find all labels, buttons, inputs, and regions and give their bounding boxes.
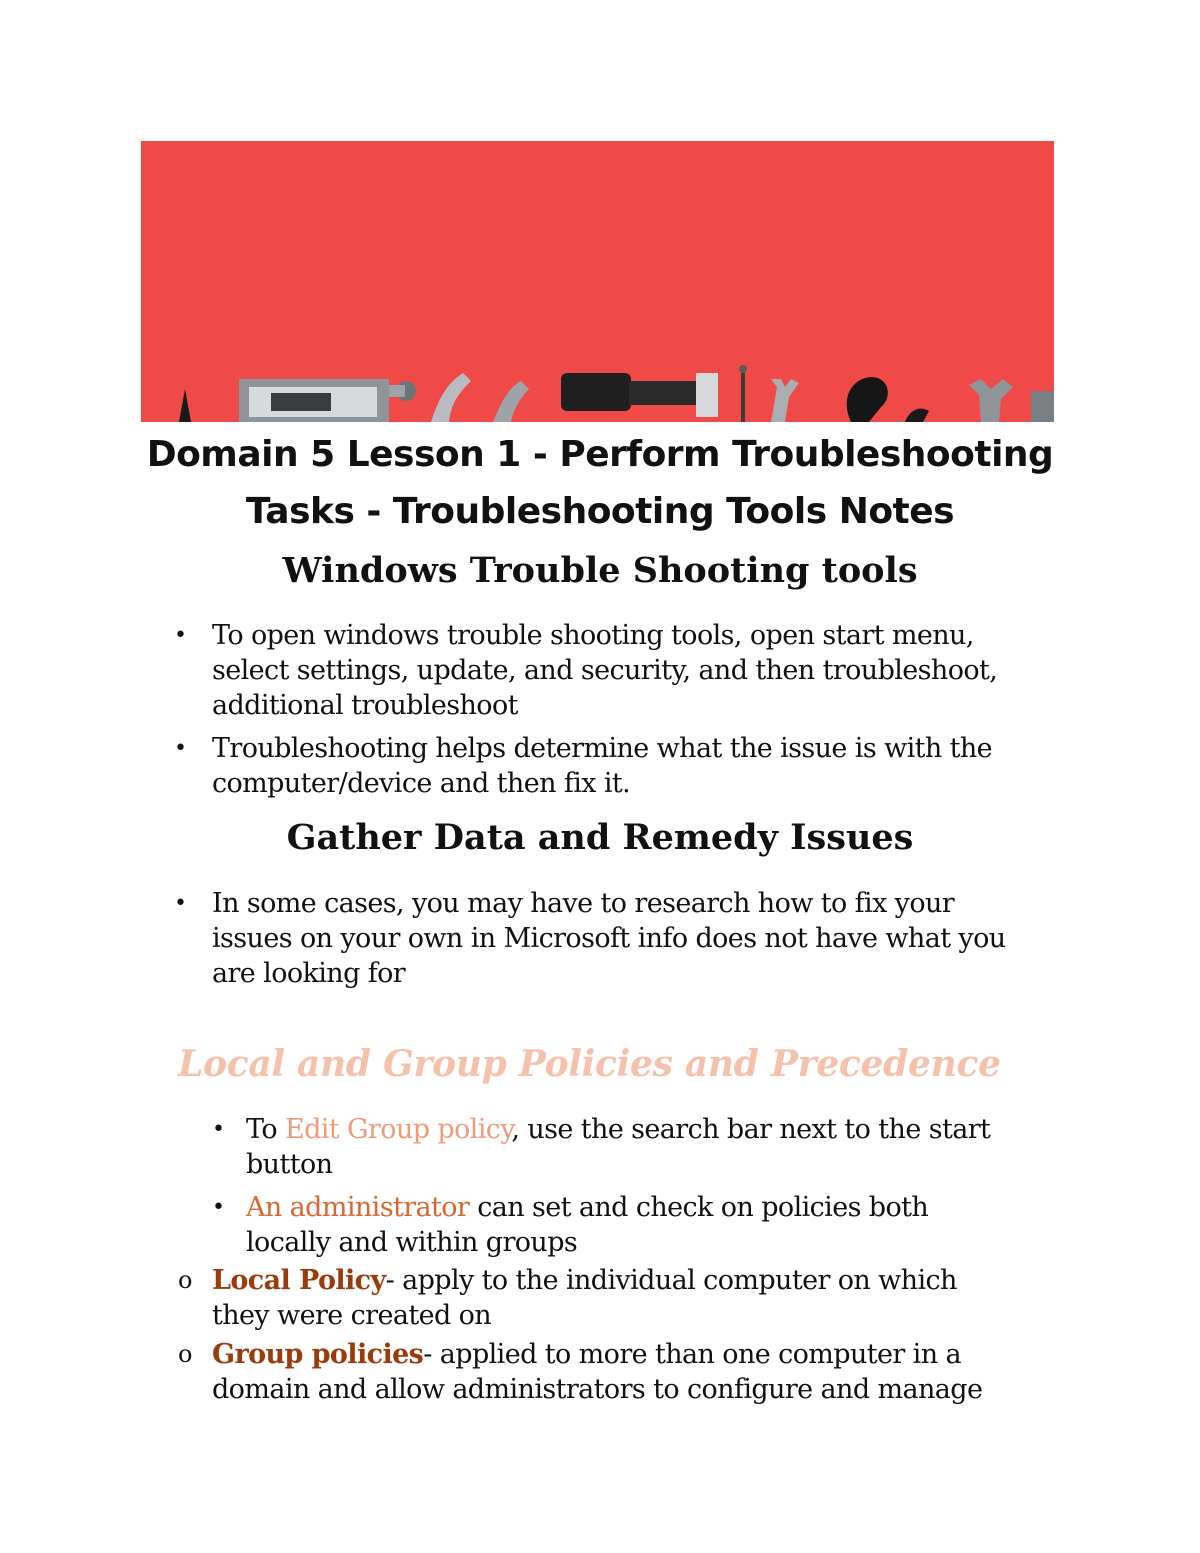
section-heading-gather-data: Gather Data and Remedy Issues (286, 817, 914, 858)
sub-bullet-marker: o (178, 1266, 192, 1294)
edit-group-policy-link[interactable]: Edit Group policy (284, 1114, 512, 1145)
bullet-marker: • (174, 891, 187, 916)
text-suffix: - applied to more than one computer in a (423, 1339, 961, 1370)
bullet-marker: • (212, 1117, 225, 1142)
text-prefix: To (246, 1114, 285, 1145)
list-item (178, 1263, 957, 1333)
text-suffix: can set and check on policies both (469, 1192, 929, 1223)
section-heading-policies: Local and Group Policies and Precedence (178, 1043, 1001, 1085)
list-item-line: issues on your own in Microsoft info does not have what you (212, 923, 1006, 954)
list-item-line: locally and within groups (246, 1227, 578, 1258)
list-item-line: To open windows trouble shooting tools, open start menu, (212, 620, 974, 651)
list-item (174, 731, 993, 801)
list-item (174, 618, 998, 723)
text-suffix: - apply to the individual computer on which (385, 1265, 957, 1296)
list-item-line: computer/device and then fix it. (212, 768, 631, 799)
bullet-marker: • (212, 1195, 225, 1220)
document-title (141, 426, 1059, 540)
title-line-2: Tasks - Troubleshooting Tools Notes (245, 491, 955, 532)
list-item-line: domain and allow administrators to configure and manage (212, 1374, 983, 1405)
bullet-marker: • (174, 623, 187, 648)
list-item-line: are looking for (212, 958, 406, 989)
list-item-line: button (246, 1149, 333, 1180)
list-item (212, 1190, 929, 1260)
header-banner-image (141, 141, 1054, 422)
section-heading-windows-tools: Windows Trouble Shooting tools (282, 550, 918, 591)
text-suffix: , use the search bar next to the start (511, 1114, 991, 1145)
administrator-link[interactable]: An administrator (246, 1192, 470, 1223)
sub-bullet-marker: o (178, 1340, 192, 1368)
tools-illustration (141, 141, 1054, 422)
bullet-marker: • (174, 736, 187, 761)
list-item-line: In some cases, you may have to research how to fix your (212, 888, 955, 919)
list-item-line: Troubleshooting helps determine what the issue is with the (212, 733, 993, 764)
list-item (212, 1112, 991, 1182)
title-line-1: Domain 5 Lesson 1 - Perform Troubleshooting (146, 434, 1054, 475)
list-item-line: additional troubleshoot (212, 690, 518, 721)
list-item (174, 886, 1006, 991)
list-item (178, 1337, 983, 1407)
term-local-policy: Local Policy (212, 1265, 386, 1296)
term-group-policies: Group policies (212, 1339, 424, 1370)
list-item-line: select settings, update, and security, and then troubleshoot, (212, 655, 998, 686)
list-item-line: they were created on (212, 1300, 492, 1331)
